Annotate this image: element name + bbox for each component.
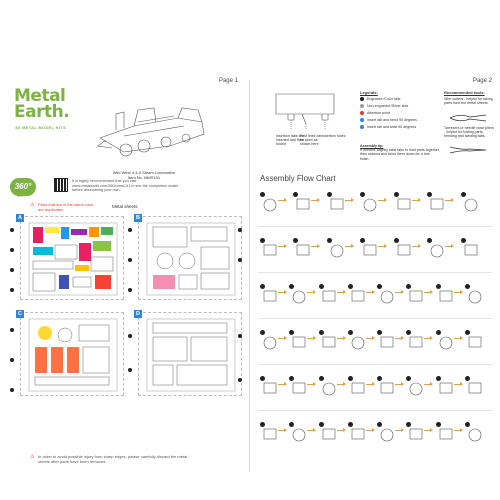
flow-row-divider bbox=[258, 226, 492, 227]
part-callout-marker bbox=[10, 328, 14, 332]
item-number: Item No. MMS191 bbox=[127, 175, 161, 180]
page-number: Page 2 bbox=[472, 78, 492, 84]
fold-lines-label: Fold lines can be seen as shown here bbox=[300, 134, 323, 147]
assembly-step bbox=[465, 330, 483, 352]
part-callout-marker bbox=[128, 258, 132, 262]
flow-arrow-icon bbox=[424, 430, 432, 431]
part-callout-marker bbox=[10, 228, 14, 232]
legend-attention: Attention point bbox=[360, 111, 390, 115]
step-number-marker bbox=[260, 330, 265, 335]
flow-arrow-icon bbox=[311, 246, 319, 247]
assembly-step bbox=[406, 376, 424, 398]
step-number-marker bbox=[436, 284, 441, 289]
step-number-marker bbox=[436, 330, 441, 335]
assembly-step bbox=[406, 330, 424, 352]
assembly-step bbox=[377, 376, 395, 398]
insertion-tab-diagram bbox=[262, 90, 348, 134]
assembly-step bbox=[394, 192, 412, 214]
part-callout-marker bbox=[128, 288, 132, 292]
assembly-step bbox=[327, 192, 345, 214]
instruction-page-2 bbox=[252, 78, 498, 474]
step-number-marker bbox=[377, 330, 382, 335]
step-number-marker bbox=[260, 192, 265, 197]
step-number-marker bbox=[394, 192, 399, 197]
flow-arrow-icon bbox=[454, 338, 462, 339]
assembly-step bbox=[360, 192, 378, 214]
assembly-step bbox=[319, 284, 337, 306]
step-number-marker bbox=[348, 422, 353, 427]
flow-row-divider bbox=[258, 272, 492, 273]
sheet-b-parts-icon bbox=[139, 217, 243, 301]
step-number-marker bbox=[394, 238, 399, 243]
legend-twist: Insert tab and twist 90 degrees bbox=[360, 125, 416, 129]
assembly-step bbox=[260, 422, 278, 444]
part-callout-marker bbox=[128, 228, 132, 232]
step-number-marker bbox=[377, 284, 382, 289]
duplicate-parts-note: Parts that are in the same color are duplicates. bbox=[38, 202, 94, 212]
assembly-step bbox=[427, 192, 445, 214]
sheet-a-tag: A bbox=[16, 214, 24, 222]
assembly-step bbox=[348, 330, 366, 352]
assembly-step bbox=[465, 376, 483, 398]
assembly-step bbox=[360, 238, 378, 260]
part-callout-marker bbox=[128, 368, 132, 372]
assembly-step bbox=[327, 238, 345, 260]
legend-engraved: Engraved /Color side bbox=[360, 97, 401, 101]
legend-bend: Insert tab and bend 90 degrees bbox=[360, 118, 417, 122]
flow-arrow-icon bbox=[424, 384, 432, 385]
insertion-holes-label: Insertion holes bbox=[322, 134, 346, 138]
flow-arrow-icon bbox=[454, 430, 462, 431]
step-number-marker bbox=[377, 376, 382, 381]
assembly-step bbox=[377, 330, 395, 352]
part-callout-marker bbox=[10, 388, 14, 392]
assembly-step bbox=[289, 330, 307, 352]
insertion-tabs-label: Insertion tabs are inserted and then folded bbox=[276, 134, 304, 147]
assembly-step bbox=[406, 422, 424, 444]
legends-title: Legends: bbox=[360, 90, 378, 95]
page-fold-divider bbox=[249, 80, 250, 472]
flow-arrow-icon bbox=[395, 292, 403, 293]
step-number-marker bbox=[465, 422, 470, 427]
brand-tagline: 3D METAL MODEL KITS bbox=[15, 125, 67, 130]
part-callout-marker bbox=[238, 378, 242, 382]
flow-arrow-icon bbox=[424, 292, 432, 293]
flow-arrow-icon bbox=[311, 200, 319, 201]
assembly-step bbox=[319, 376, 337, 398]
step-number-marker bbox=[319, 422, 324, 427]
step-number-marker bbox=[260, 422, 265, 427]
recommended-tools-title: Recommended tools: bbox=[444, 90, 485, 95]
flow-arrow-icon bbox=[278, 246, 286, 247]
silver-side-icon bbox=[360, 104, 364, 108]
assembly-step bbox=[436, 284, 454, 306]
step-number-marker bbox=[327, 192, 332, 197]
assembly-step bbox=[289, 376, 307, 398]
assembly-step bbox=[436, 422, 454, 444]
brand-logo-line2: Earth. bbox=[14, 102, 70, 122]
assembly-tip-text: If needed, slightly twist tabs to hold parts together, then unbend and bend them down for a true finish. bbox=[360, 148, 440, 161]
flow-arrow-icon bbox=[445, 200, 453, 201]
flow-chart-row bbox=[258, 322, 492, 362]
flow-arrow-icon bbox=[445, 246, 453, 247]
view-360-badge[interactable]: 360° bbox=[10, 178, 36, 196]
twist-icon bbox=[360, 125, 364, 129]
pliers-icon bbox=[448, 144, 488, 156]
attention-icon bbox=[360, 111, 364, 115]
assembly-step bbox=[260, 284, 278, 306]
assembly-step bbox=[427, 238, 445, 260]
flow-chart-row bbox=[258, 276, 492, 316]
visit-website-tip: It is highly recommended that you visit www.metalearth.com/360/mms191 to see the completed model before assembling your own. bbox=[72, 179, 178, 192]
part-callout-marker bbox=[10, 358, 14, 362]
metal-sheets-label: Metal sheets bbox=[112, 204, 138, 209]
assembly-step bbox=[260, 238, 278, 260]
assembly-step bbox=[461, 238, 479, 260]
flow-arrow-icon bbox=[307, 430, 315, 431]
step-number-marker bbox=[465, 376, 470, 381]
assembly-tip bbox=[360, 144, 440, 161]
assembly-step bbox=[260, 376, 278, 398]
flow-arrow-icon bbox=[278, 384, 286, 385]
assembly-step bbox=[377, 284, 395, 306]
step-number-marker bbox=[348, 330, 353, 335]
wire-cutters-icon bbox=[448, 112, 488, 124]
assembly-step bbox=[260, 192, 278, 214]
flow-arrow-icon bbox=[307, 338, 315, 339]
assembly-step bbox=[465, 422, 483, 444]
assembly-step bbox=[436, 330, 454, 352]
tool-pliers-text: Tweezers or needle nose pliers - helpful for folding parts, bending and twisting tabs. bbox=[444, 126, 494, 139]
step-number-marker bbox=[436, 376, 441, 381]
flow-arrow-icon bbox=[345, 200, 353, 201]
sheet-b-tag: B bbox=[134, 214, 142, 222]
locomotive-illustration bbox=[94, 100, 212, 164]
step-number-marker bbox=[260, 238, 265, 243]
flow-arrow-icon bbox=[278, 338, 286, 339]
flow-arrow-icon bbox=[278, 200, 286, 201]
part-callout-marker bbox=[128, 334, 132, 338]
flow-arrow-icon bbox=[412, 246, 420, 247]
step-number-marker bbox=[260, 284, 265, 289]
bend-icon bbox=[360, 118, 364, 122]
sheet-d-tag: D bbox=[134, 310, 142, 318]
view-360-label: view bbox=[17, 194, 24, 198]
flow-arrow-icon bbox=[366, 430, 374, 431]
flow-arrow-icon bbox=[366, 338, 374, 339]
step-number-marker bbox=[260, 376, 265, 381]
step-number-marker bbox=[461, 238, 466, 243]
safety-note: In order to avoid possible injury from sharp edges, please carefully discard the metal sheets after parts have been removed. bbox=[38, 454, 188, 464]
part-callout-marker bbox=[238, 258, 242, 262]
metal-sheet-b bbox=[138, 216, 242, 300]
flow-arrow-icon bbox=[395, 430, 403, 431]
flow-arrow-icon bbox=[424, 338, 432, 339]
step-number-marker bbox=[465, 330, 470, 335]
step-number-marker bbox=[465, 284, 470, 289]
assembly-step bbox=[465, 284, 483, 306]
flow-chart-row bbox=[258, 414, 492, 454]
assembly-tip-title: Assembly tip: bbox=[360, 144, 384, 148]
flow-arrow-icon bbox=[366, 292, 374, 293]
flow-arrow-icon bbox=[454, 292, 462, 293]
assembly-step bbox=[406, 284, 424, 306]
flow-chart-row bbox=[258, 230, 492, 270]
sheet-d-parts-icon bbox=[139, 313, 243, 397]
assembly-step bbox=[293, 238, 311, 260]
flow-arrow-icon bbox=[378, 200, 386, 201]
brand-logo-line1: Metal bbox=[14, 86, 66, 106]
step-number-marker bbox=[461, 192, 466, 197]
flow-chart-title: Assembly Flow Chart bbox=[260, 174, 336, 183]
step-number-marker bbox=[327, 238, 332, 243]
flow-arrow-icon bbox=[278, 292, 286, 293]
assembly-step bbox=[260, 330, 278, 352]
flow-chart-row bbox=[258, 368, 492, 408]
qr-code-icon[interactable] bbox=[54, 178, 68, 192]
flow-chart-row bbox=[258, 184, 492, 224]
part-callout-marker bbox=[10, 248, 14, 252]
brand-logo bbox=[14, 88, 69, 120]
assembly-step bbox=[436, 376, 454, 398]
legend-non-engraved: Non-engraved /Silver side bbox=[360, 104, 408, 108]
metal-sheet-a bbox=[20, 216, 124, 300]
assembly-step bbox=[461, 192, 479, 214]
step-number-marker bbox=[319, 284, 324, 289]
flow-row-divider bbox=[258, 364, 492, 365]
flow-arrow-icon bbox=[366, 384, 374, 385]
assembly-step bbox=[348, 422, 366, 444]
assembly-step bbox=[289, 422, 307, 444]
assembly-step bbox=[319, 422, 337, 444]
assembly-step bbox=[348, 284, 366, 306]
step-number-marker bbox=[377, 422, 382, 427]
flow-arrow-icon bbox=[278, 430, 286, 431]
flow-arrow-icon bbox=[454, 384, 462, 385]
flow-arrow-icon bbox=[337, 430, 345, 431]
part-callout-marker bbox=[238, 228, 242, 232]
instruction-page-1 bbox=[2, 78, 246, 474]
flow-arrow-icon bbox=[378, 246, 386, 247]
warning-icon: ⚠ bbox=[30, 454, 35, 460]
assembly-step bbox=[394, 238, 412, 260]
flow-arrow-icon bbox=[337, 292, 345, 293]
step-number-marker bbox=[348, 284, 353, 289]
flow-row-divider bbox=[258, 318, 492, 319]
flow-arrow-icon bbox=[395, 338, 403, 339]
assembly-step bbox=[348, 376, 366, 398]
flow-arrow-icon bbox=[412, 200, 420, 201]
sheet-c-parts-icon bbox=[21, 313, 125, 397]
step-number-marker bbox=[319, 330, 324, 335]
sheet-c-tag: C bbox=[16, 310, 24, 318]
engraved-icon bbox=[360, 97, 364, 101]
flow-row-divider bbox=[258, 410, 492, 411]
flow-arrow-icon bbox=[307, 292, 315, 293]
warning-icon: ⚠ bbox=[30, 202, 35, 208]
assembly-step bbox=[289, 284, 307, 306]
flow-arrow-icon bbox=[337, 338, 345, 339]
assembly-step bbox=[319, 330, 337, 352]
sheet-a-parts-icon bbox=[21, 217, 125, 301]
flow-arrow-icon bbox=[337, 384, 345, 385]
part-callout-marker bbox=[10, 268, 14, 272]
model-name: Wild West 4-4-0 Steam Locomotive bbox=[112, 170, 176, 175]
page-number: Page 1 bbox=[218, 78, 238, 84]
step-number-marker bbox=[436, 422, 441, 427]
flow-arrow-icon bbox=[307, 384, 315, 385]
step-number-marker bbox=[319, 376, 324, 381]
assembly-step bbox=[293, 192, 311, 214]
step-number-marker bbox=[348, 376, 353, 381]
part-callout-marker bbox=[238, 334, 242, 338]
metal-sheet-c bbox=[20, 312, 124, 396]
assembly-step bbox=[377, 422, 395, 444]
flow-arrow-icon bbox=[345, 246, 353, 247]
tool-wire-cutters-text: Wire cutters - helpful for taking parts from the metal sheets. bbox=[444, 97, 493, 106]
part-callout-marker bbox=[10, 288, 14, 292]
metal-sheet-d bbox=[138, 312, 242, 396]
flow-arrow-icon bbox=[395, 384, 403, 385]
